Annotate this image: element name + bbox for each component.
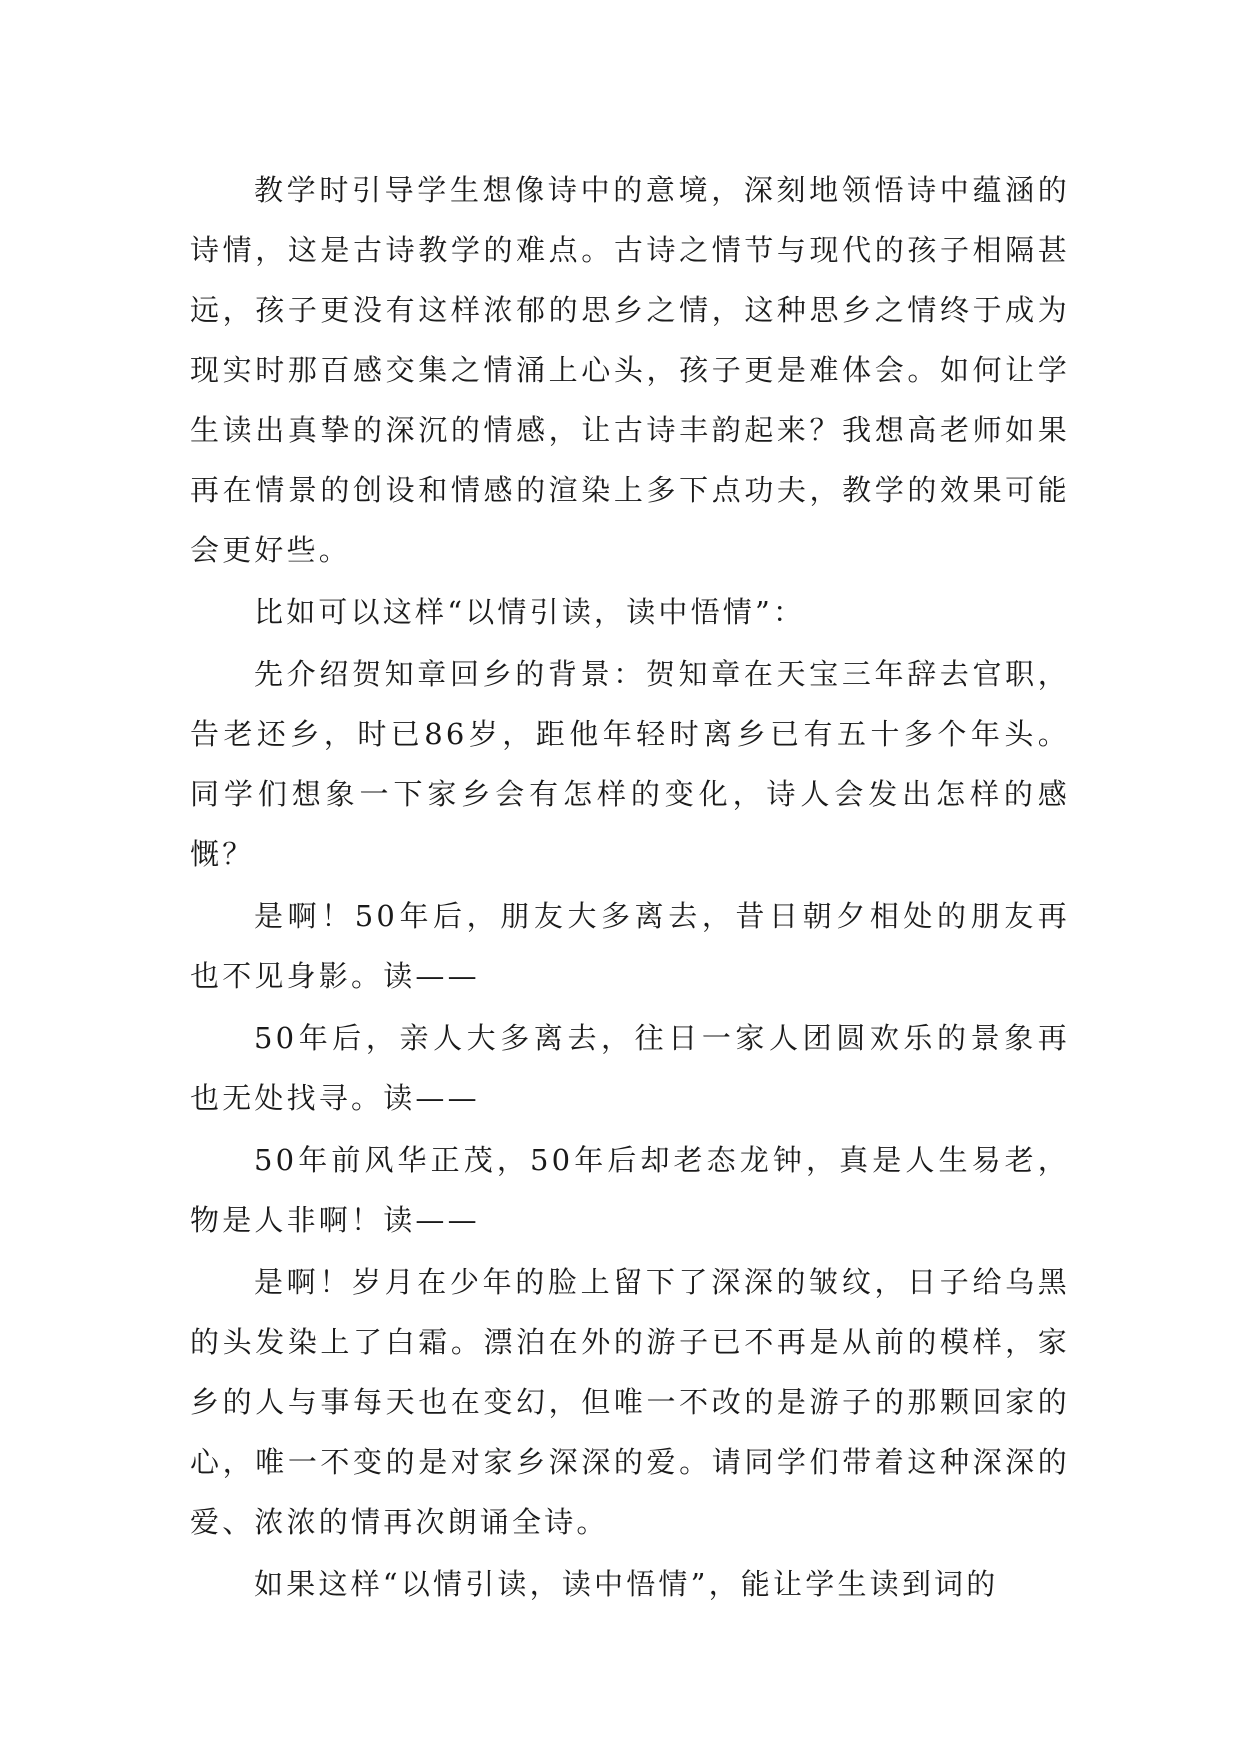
document-body <box>190 160 1070 1614</box>
paragraph: 50年前风华正茂，50年后却老态龙钟，真是人生易老，物是人非啊！读—— <box>190 1143 1070 1237</box>
paragraph: 是啊！50年后，朋友大多离去，昔日朝夕相处的朋友再也不见身影。读—— <box>190 899 1070 993</box>
paragraph: 教学时引导学生想像诗中的意境，深刻地领悟诗中蕴涵的诗情，这是古诗教学的难点。古诗之情节与现代的孩子相隔甚远，孩子更没有这样浓郁的思乡之情，这种思乡之情终于成为现实时那百感交集之情涌上心头，孩子更是难体会。如何让学生读出真挚的深沉的情感，让古诗丰韵起来？我想高老师如果再在情景的创设和情感的渲染上多下点功夫，教学的效果可能会更好些。 <box>190 173 1070 567</box>
paragraph: 比如可以这样“以情引读，读中悟情”： <box>254 595 806 629</box>
paragraph: 先介绍贺知章回乡的背景：贺知章在天宝三年辞去官职，告老还乡，时已86岁，距他年轻时离乡已有五十多个年头。同学们想象一下家乡会有怎样的变化，诗人会发出怎样的感慨？ <box>190 657 1070 871</box>
paragraph: 50年后，亲人大多离去，往日一家人团圆欢乐的景象再也无处找寻。读—— <box>190 1021 1070 1115</box>
paragraph: 如果这样“以情引读，读中悟情”，能让学生读到词的 <box>254 1567 999 1601</box>
paragraph: 是啊！岁月在少年的脸上留下了深深的皱纹，日子给乌黑的头发染上了白霜。漂泊在外的游子已不再是从前的模样，家乡的人与事每天也在变幻，但唯一不改的是游子的那颗回家的心，唯一不变的是对家乡深深的爱。请同学们带着这种深深的爱、浓浓的情再次朗诵全诗。 <box>190 1265 1070 1539</box>
